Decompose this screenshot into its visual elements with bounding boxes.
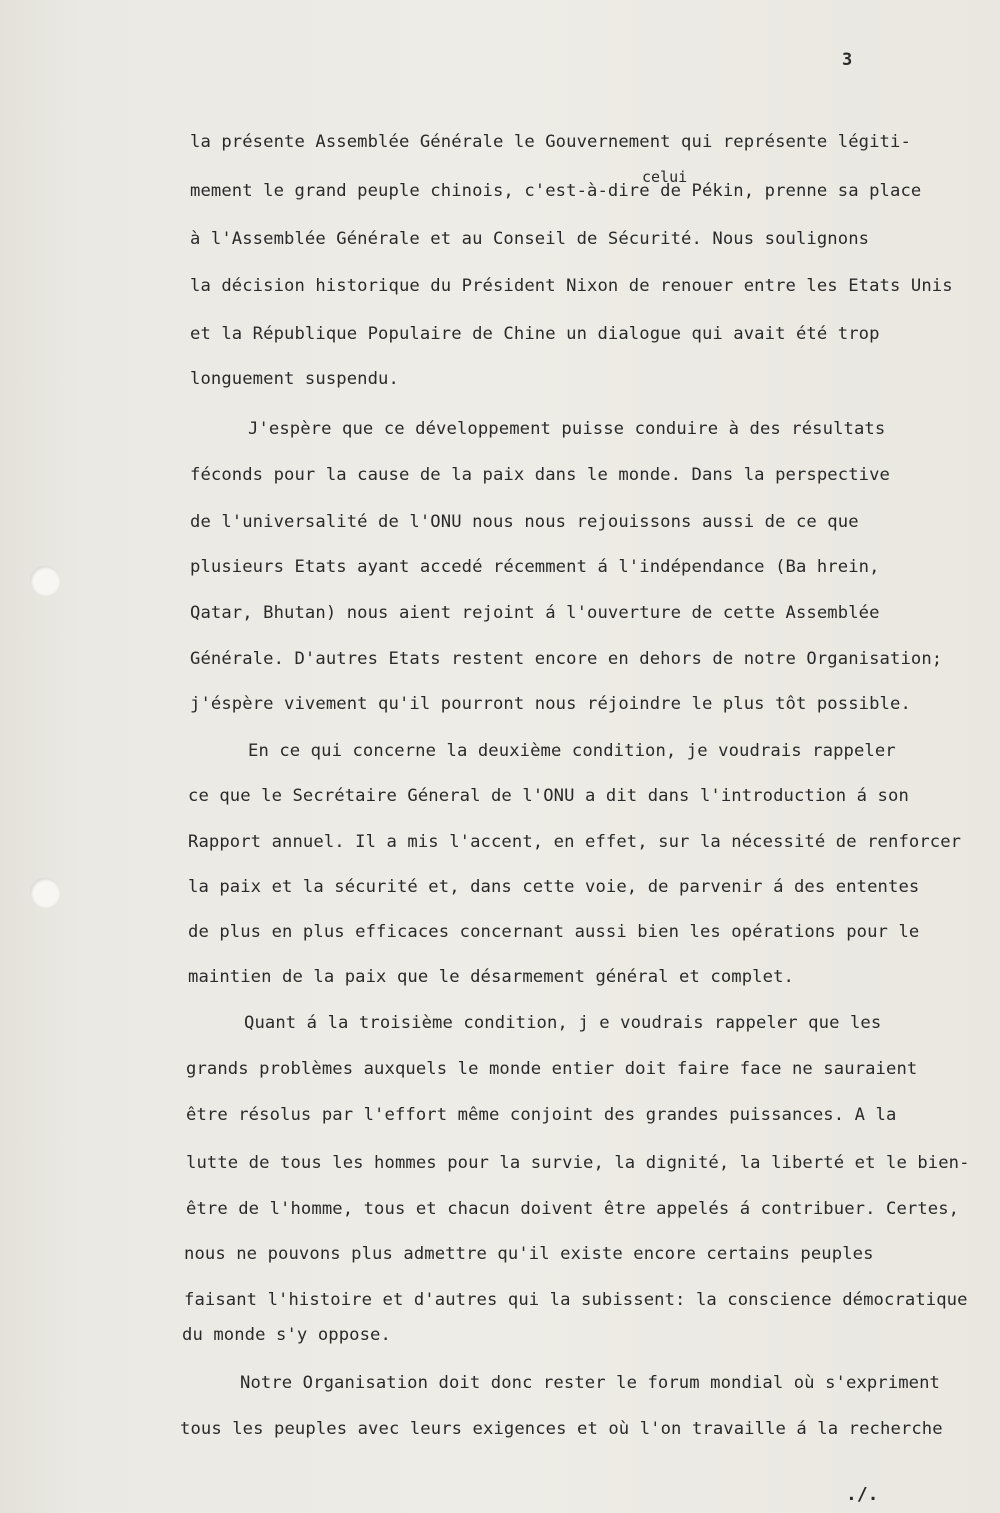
- interlinear-correction: celui: [642, 168, 688, 186]
- text-line: la paix et la sécurité et, dans cette voie, de parvenir á des ententes: [188, 877, 920, 897]
- text-line: de plus en plus efficaces concernant aussi bien les opérations pour le: [188, 922, 920, 942]
- text-line: j'éspère vivement qu'il pourront nous réjoindre le plus tôt possible.: [190, 694, 911, 714]
- text-line: lutte de tous les hommes pour la survie, la dignité, la liberté et le bien-: [186, 1153, 970, 1173]
- text-line: la présente Assemblée Générale le Gouvernement qui représente légiti-: [190, 132, 911, 152]
- text-line: Générale. D'autres Etats restent encore en dehors de notre Organisation;: [190, 649, 943, 669]
- text-line: mement le grand peuple chinois, c'est-à-dire de Pékin, prenne sa place: [190, 181, 922, 201]
- text-line: être de l'homme, tous et chacun doivent être appelés á contribuer. Certes,: [186, 1199, 960, 1219]
- text-line: être résolus par l'effort même conjoint des grandes puissances. A la: [186, 1105, 897, 1125]
- text-line: du monde s'y oppose.: [182, 1325, 391, 1345]
- text-line: Qatar, Bhutan) nous aient rejoint á l'ouverture de cette Assemblée: [190, 603, 880, 623]
- text-line: de l'universalité de l'ONU nous nous rejouissons aussi de ce que: [190, 512, 859, 532]
- text-line: J'espère que ce développement puisse conduire à des résultats: [248, 419, 886, 439]
- text-line: Rapport annuel. Il a mis l'accent, en effet, sur la nécessité de renforcer: [188, 832, 962, 852]
- page-number: 3: [842, 50, 853, 70]
- text-line: faisant l'histoire et d'autres qui la subissent: la conscience démocratique: [184, 1290, 968, 1310]
- text-line: grands problèmes auxquels le monde entier doit faire face ne sauraient: [186, 1059, 918, 1079]
- text-line: féconds pour la cause de la paix dans le monde. Dans la perspective: [190, 465, 890, 485]
- text-line: ce que le Secrétaire Géneral de l'ONU a dit dans l'introduction á son: [188, 786, 909, 806]
- text-line: tous les peuples avec leurs exigences et où l'on travaille á la recherche: [180, 1419, 943, 1439]
- text-line: plusieurs Etats ayant accedé récemment á l'indépendance (Ba hrein,: [190, 557, 880, 577]
- continuation-mark: ./.: [846, 1484, 879, 1505]
- text-line: et la République Populaire de Chine un dialogue qui avait été trop: [190, 324, 880, 344]
- punch-hole: [30, 878, 60, 908]
- text-line: Notre Organisation doit donc rester le forum mondial où s'expriment: [240, 1373, 940, 1393]
- text-line: longuement suspendu.: [190, 369, 399, 389]
- text-line: à l'Assemblée Générale et au Conseil de Sécurité. Nous soulignons: [190, 229, 870, 249]
- text-line: Quant á la troisième condition, j e voudrais rappeler que les: [244, 1013, 882, 1033]
- text-line: nous ne pouvons plus admettre qu'il existe encore certains peuples: [184, 1244, 874, 1264]
- text-line: maintien de la paix que le désarmement général et complet.: [188, 967, 794, 987]
- punch-hole: [30, 566, 60, 596]
- text-line: En ce qui concerne la deuxième condition, je voudrais rappeler: [248, 741, 896, 761]
- text-line: la décision historique du Président Nixon de renouer entre les Etats Unis: [190, 276, 953, 296]
